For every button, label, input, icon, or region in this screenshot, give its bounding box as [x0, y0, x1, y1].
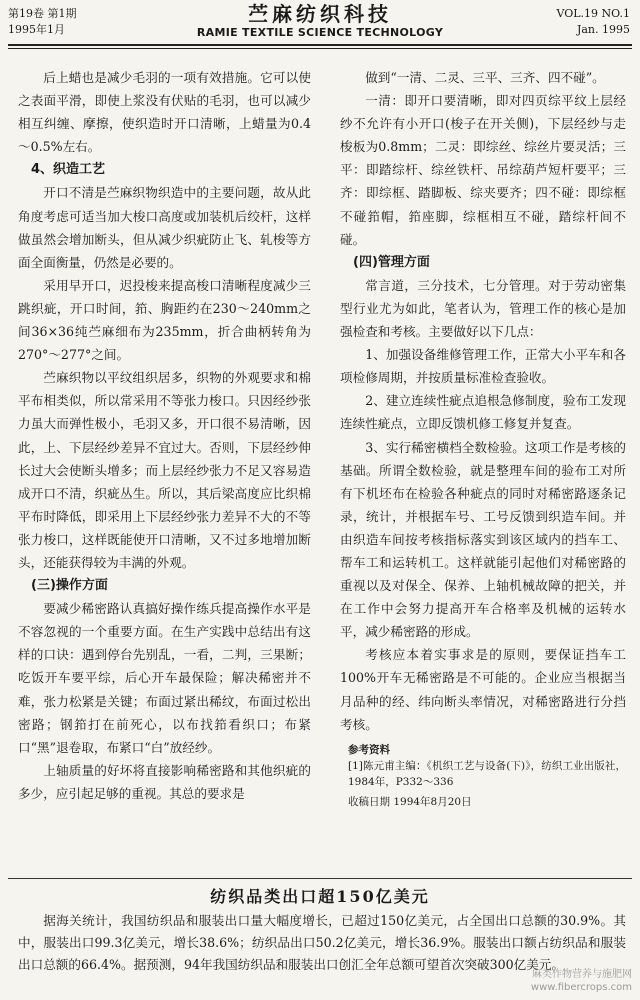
paragraph: 3、实行稀密横档全数检验。这项工作是考核的基础。所谓全数检验，就是整理车间的验布工对所有下机坯布在检验各种疵点的同时对稀密路逐条记录，统计，并根据车号、工号反馈到织造车间。并由织造车间按考核指标落实到该区域内的挡车工、帮车工和运转机工。这样就能引起他们对稀密路的重视以及对保全、保养、上轴机械故障的把关，并在工作中会努力提高开车合格率及机械的运转水平，减少稀密路的形成。 [340, 439, 626, 640]
references-title: 参考资料 [348, 743, 390, 756]
paragraph: 一清：即开口要清晰，即对四页综平纹上层经纱不允许有小开口(梭子在开关侧)，下层经纱与走梭板为0.8mm；二灵：即综丝、综丝片要灵活；三平：即踏综杆、综丝铁杆、吊综葫芦短杆要平；三齐：即综框、踏脚板、综夹要齐；四不碰：即综框不碰筘帽，筘座脚，综框相互不碰，踏综杆间不碰。 [340, 93, 626, 247]
news-divider [8, 878, 632, 879]
header-right [556, 6, 630, 38]
paragraph: 考核应本着实事求是的原则，要保证挡车工100%开车无稀密路是不可能的。企业应当根据当月品种的经、纬向断头率情况，对稀密路进行分挡考核。 [340, 647, 626, 732]
paragraph: 做到“一清、二灵、三平、三齐、四不碰”。 [365, 70, 605, 85]
journal-title-cn: 苎麻纺织科技 [248, 2, 392, 26]
journal-title-en: RAMIE TEXTILE SCIENCE TECHNOLOGY [196, 26, 444, 39]
left-column [18, 66, 311, 805]
watermark-line-2: www.fibercrops.com [530, 982, 632, 993]
news-body [18, 910, 626, 976]
paragraph: 采用早开口，迟投梭来提高梭口清晰程度减少三跳织疵，开口时间，筘、胸距约在230～240mm之间36×36纯苎麻细布为235mm，折合曲柄转角为270°～277°之间。 [18, 277, 311, 363]
watermark-line-1: 麻类作物营养与施肥网 [532, 969, 632, 980]
header-rule-thin [8, 48, 632, 49]
section-heading-management: (四)管理方面 [353, 254, 430, 270]
paragraph: 2、建立连续性疵点追根急修制度，验布工发现连续性疵点，立即反馈机修工修复并复查。 [340, 393, 626, 432]
date-en: Jan. 1995 [576, 23, 630, 36]
paragraph: 苎麻织物以平纹组织居多，织物的外观要求和棉平布相类似，所以常采用不等张力梭口。只因经纱张力虽大而弹性极小，毛羽又多，开口很不易清晰，因此，上、下层经纱差异不宜过大。否则，下层经纱伸长过大会使断头增多；而上层经纱张力不足又容易造成开口不清，织疵丛生。所以，其后梁高度应比织棉平布时降低，即采用上下层经纱张力差异不大的不等张力梭口，这样既能使开口清晰，又不过多地增加断头，还能获得较为丰满的外观。 [18, 370, 311, 570]
paragraph: 开口不清是苎麻织物织造中的主要问题，故从此角度考虑可适当加大梭口高度或加装机后绞杆，这样做虽然会增加断头，但从减少织疵防止飞、轧梭等方面全面衡量，仍然是必要的。 [18, 185, 311, 270]
paragraph: 要减少稀密路认真搞好操作练兵提高操作水平是不容忽视的一个重要方面。在生产实践中总结出有这样的口诀：遇到停台先别乱，一看，二判，三果断；吃饭开车要平综，后心开车最保险；解决稀密并不难，张力松紧是关键；布面过紧出稀纹，布面过松出密路；钢筘打在前死心，以布找筘看织口；布紧口“黑”退卷取，布紧口“白”放经纱。 [18, 601, 311, 755]
header-rule-thick [8, 44, 632, 46]
right-column [340, 66, 626, 810]
references [340, 742, 626, 810]
section-heading-weaving: 4、织造工艺 [31, 162, 106, 178]
header-center [0, 2, 640, 40]
paragraph: 1、加强设备维修管理工作，正常大小平车和各项检修周期，并按质量标准检查验收。 [340, 347, 626, 386]
section-heading-operation: (三)操作方面 [31, 578, 108, 594]
volume-issue-en: VOL.19 NO.1 [556, 7, 630, 20]
volume-issue-cn: 第19卷 第1期 [8, 7, 77, 20]
news-title: 纺织品类出口超150亿美元 [210, 887, 430, 906]
paragraph: 后上蜡也是减少毛羽的一项有效措施。它可以使之表面平滑，即使上浆没有伏贴的毛羽，也可以减少相互纠缠、摩擦，使织造时开口清晰，上蜡量为0.4～0.5%左右。 [18, 70, 311, 155]
received-date: 收稿日期 1994年8月20日 [348, 795, 472, 808]
reference-item: [1]陈元甫主编：《机织工艺与设备(下)》，纺织工业出版社，1984年，P332～336 [348, 759, 626, 788]
watermark [531, 968, 632, 994]
news-paragraph: 据海关统计，我国纺织品和服装出口量大幅度增长，已超过150亿美元，占全国出口总额的30.9%。其中，服装出口99.3亿美元，增长38.6%；纺织品出口50.2亿美元，增长36.9%。服装出口额占纺织品和服装出口总额的66.4%。据预测，94年我国纺织品和服装出口创汇全年总额可望首次突破300亿美元。 [18, 913, 626, 972]
paragraph: 上轴质量的好坏将直接影响稀密路和其他织疵的多少，应引起足够的重视。其总的要求是 [18, 762, 311, 801]
date-cn: 1995年1月 [8, 23, 65, 36]
paragraph: 常言道，三分技术，七分管理。对于劳动密集型行业尤为如此，笔者认为，管理工作的核心是加强检查和考核。主要做好以下几点： [340, 277, 626, 340]
